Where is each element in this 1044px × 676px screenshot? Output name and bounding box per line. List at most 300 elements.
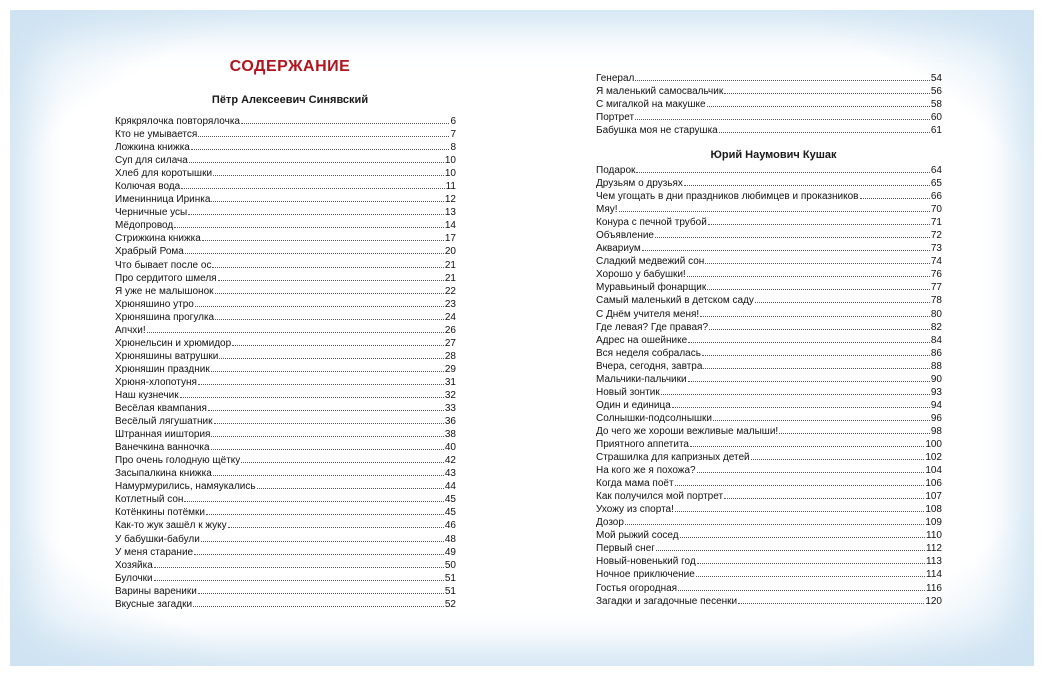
toc-entry-title: Чем угощать в дни праздников любимцев и проказников	[596, 191, 859, 203]
toc-entry-page: 36	[444, 416, 456, 428]
toc-entry	[596, 308, 942, 321]
book-spread	[10, 10, 1034, 666]
toc-entry-page: 109	[925, 517, 942, 529]
toc-entry	[115, 259, 456, 272]
toc-entry-page: 86	[930, 347, 942, 359]
dot-leader	[154, 559, 444, 568]
toc-entry-title: Весёлая квампания	[115, 403, 207, 415]
toc-entry-title: Подарок	[596, 165, 636, 176]
dot-leader	[188, 206, 444, 215]
dot-leader	[684, 177, 930, 186]
toc-entry	[115, 311, 456, 324]
dot-leader	[180, 389, 444, 398]
toc-entry	[596, 85, 942, 98]
toc-entry-page: 71	[930, 217, 942, 229]
dot-leader	[211, 193, 443, 202]
toc-entry-title: У меня старание	[115, 546, 194, 558]
dot-leader	[755, 294, 930, 303]
dot-leader	[198, 128, 449, 137]
toc-entry-page: 43	[444, 468, 456, 480]
toc-entry	[596, 242, 942, 255]
toc-entry	[115, 245, 456, 258]
toc-entry-page: 12	[444, 194, 456, 206]
toc-entry-page: 10	[444, 155, 456, 167]
toc-entry-page: 49	[444, 546, 456, 558]
toc-entry-title: Хрюняшин праздник	[115, 363, 210, 375]
dot-leader	[724, 490, 924, 499]
dot-leader	[212, 259, 443, 268]
dot-leader	[751, 451, 925, 460]
dot-leader	[241, 454, 444, 463]
toc-entry-page: 72	[930, 230, 942, 242]
toc-entry	[115, 324, 456, 337]
dot-leader	[215, 311, 444, 320]
toc-entry-page: 42	[444, 455, 456, 467]
toc-entry-page: 31	[444, 376, 456, 388]
toc-entry-page: 82	[930, 321, 942, 333]
toc-entry-page: 48	[444, 533, 456, 545]
dot-leader	[625, 516, 924, 525]
toc-entry-page: 66	[930, 191, 942, 203]
toc-entry	[115, 506, 456, 519]
toc-entry	[596, 281, 942, 294]
toc-entry-page: 32	[444, 389, 456, 401]
toc-entry-title: Друзьям о друзьях	[596, 178, 683, 190]
toc-entry	[115, 141, 456, 154]
toc-entry	[115, 441, 456, 454]
dot-leader	[713, 412, 930, 421]
toc-entry-page: 21	[444, 259, 456, 271]
dot-leader	[672, 399, 930, 408]
dot-leader	[697, 464, 925, 473]
dot-leader	[675, 503, 924, 512]
toc-entry-title: Черничные усы	[115, 207, 188, 219]
toc-entry-title: На кого же я похожа?	[596, 465, 696, 477]
toc-entry-title: Мёдопровод	[115, 220, 174, 232]
toc-entry-page: 120	[925, 595, 942, 607]
dot-leader	[709, 321, 930, 330]
toc-entry	[596, 464, 942, 477]
toc-entry	[115, 167, 456, 180]
toc-entry	[115, 376, 456, 389]
toc-entry-page: 108	[925, 504, 942, 516]
toc-entry-title: Хрюняшина прогулка	[115, 311, 215, 323]
toc-entry	[115, 585, 456, 598]
toc-entry-page: 64	[930, 165, 942, 176]
toc-entry-page: 38	[444, 429, 456, 441]
toc-entry-title: Хрюняшино утро	[115, 298, 194, 310]
toc-entry-title: Стрижкина книжка	[115, 233, 201, 245]
toc-entry	[115, 493, 456, 506]
toc-entry	[115, 154, 456, 167]
toc-entry-title: Муравьиный фонарщик	[596, 282, 707, 294]
toc-entry-title: Вкусные загадки	[115, 598, 193, 610]
toc-entry-title: Котёнкины потёмки	[115, 507, 206, 519]
toc-entry-page: 70	[930, 204, 942, 216]
toc-entry	[115, 219, 456, 232]
toc-entry	[596, 164, 942, 177]
dot-leader	[688, 373, 930, 382]
dot-leader	[198, 585, 444, 594]
dot-leader	[860, 190, 930, 199]
dot-leader	[680, 529, 925, 538]
toc-entry-title: Приятного аппетита	[596, 438, 689, 450]
toc-entry	[115, 193, 456, 206]
dot-leader	[719, 124, 930, 133]
toc-entry-page: 21	[444, 272, 456, 284]
toc-entry-title: С мигалкой на макушке	[596, 99, 706, 111]
toc-entry	[115, 454, 456, 467]
toc-entry-title: Конура с печной трубой	[596, 217, 707, 229]
toc-entry	[596, 124, 942, 137]
dot-leader	[214, 415, 444, 424]
toc-entry-title: Новый зонтик	[596, 386, 660, 398]
toc-entry-page: 76	[930, 269, 942, 281]
toc-entry-page: 56	[930, 86, 942, 98]
toc-list-left	[115, 115, 456, 611]
author-heading-kushak: Юрий Наумович Кушак	[710, 149, 837, 161]
toc-entry-page: 90	[930, 373, 942, 385]
dot-leader	[232, 337, 444, 346]
toc-entry-page: 28	[444, 350, 456, 362]
toc-entry-title: Страшилка для капризных детей	[596, 452, 750, 464]
toc-entry	[115, 546, 456, 559]
toc-entry-title: Кто не умывается	[115, 129, 198, 141]
dot-leader	[696, 568, 925, 577]
toc-entry	[115, 389, 456, 402]
toc-entry-page: 20	[444, 246, 456, 258]
toc-entry-title: Новый-новенький год	[596, 556, 696, 568]
toc-entry-title: Портрет	[596, 112, 635, 124]
toc-entry-page: 110	[926, 530, 942, 542]
toc-entry-page: 102	[925, 452, 942, 464]
toc-entry-page: 13	[444, 207, 456, 219]
toc-entry-title: Именинница Иринка	[115, 194, 211, 206]
toc-entry-title: Объявление	[596, 230, 654, 242]
toc-entry-page: 54	[930, 73, 942, 84]
toc-entry-title: Генерал	[596, 73, 635, 84]
toc-entry-title: Дозор	[596, 517, 624, 529]
dot-leader	[702, 347, 930, 356]
toc-entry-title: Колючая вода	[115, 181, 181, 193]
dot-leader	[707, 281, 930, 290]
author-heading-sinyavsky: Пётр Алексеевич Синявский	[211, 94, 369, 106]
toc-entry-title: Про сердитого шмеля	[115, 272, 217, 284]
toc-entry-page: 22	[444, 285, 456, 297]
dot-leader	[154, 572, 444, 581]
toc-entry	[596, 529, 942, 542]
toc-entry-page: 23	[444, 298, 456, 310]
toc-entry	[115, 337, 456, 350]
toc-entry-page: 114	[926, 569, 942, 581]
toc-entry-title: Булочки	[115, 572, 153, 584]
toc-entry	[115, 572, 456, 585]
dot-leader	[181, 180, 444, 189]
toc-entry	[596, 347, 942, 360]
toc-entry	[596, 203, 942, 216]
toc-entry-title: Хозяйка	[115, 559, 153, 571]
toc-entry-title: Наш кузнечик	[115, 389, 179, 401]
dot-leader	[218, 272, 444, 281]
toc-entry-title: Храбрый Рома	[115, 246, 184, 258]
toc-entry-title: С Днём учителя меня!	[596, 308, 700, 320]
toc-entry	[115, 519, 456, 532]
dot-leader	[635, 111, 930, 120]
toc-entry-page: 46	[444, 520, 456, 532]
toc-entry-title: Мяу!	[596, 204, 618, 216]
toc-entry-title: Варины вареники	[115, 585, 197, 597]
toc-entry	[115, 533, 456, 546]
dot-leader	[208, 402, 444, 411]
toc-entry-page: 78	[930, 295, 942, 307]
toc-entry-page: 96	[930, 412, 942, 424]
toc-entry-page: 80	[930, 308, 942, 320]
toc-entry-title: Аквариум	[596, 243, 641, 255]
toc-entry-page: 60	[930, 112, 942, 124]
toc-entry-title: Хрюнельсин и хрюмидор	[115, 337, 232, 349]
dot-leader	[690, 438, 924, 447]
toc-entry-title: Я уже не малышонок	[115, 285, 214, 297]
toc-entry-title: Один и единица	[596, 399, 671, 411]
toc-entry	[596, 490, 942, 503]
toc-entry-title: Где левая? Где правая?	[596, 321, 709, 333]
dot-leader	[655, 229, 930, 238]
toc-entry	[596, 321, 942, 334]
toc-entry-title: Загадки и загадочные песенки	[596, 595, 738, 607]
dot-leader	[642, 242, 930, 251]
toc-entry-title: Когда мама поёт	[596, 478, 674, 490]
toc-entry-page: 116	[926, 582, 942, 594]
toc-entry	[596, 555, 942, 568]
dot-leader	[184, 493, 443, 502]
toc-entry	[115, 128, 456, 141]
toc-entry-page: 7	[450, 129, 456, 141]
toc-entry-title: Вся неделя собралась	[596, 347, 701, 359]
dot-leader	[211, 363, 444, 372]
dot-leader	[215, 285, 444, 294]
toc-entry-title: Ночное приключение	[596, 569, 695, 581]
toc-entry-page: 52	[444, 598, 456, 610]
toc-entry-title: Котлетный сон	[115, 494, 184, 506]
dot-leader	[636, 164, 929, 173]
toc-entry-title: Я маленький самосвальчик	[596, 86, 724, 98]
toc-entry-title: Крякрялочка повторялочка	[115, 116, 240, 127]
toc-entry	[115, 559, 456, 572]
contents-title: СОДЕРЖАНИЕ	[229, 58, 351, 75]
dot-leader	[619, 203, 930, 212]
toc-entry-title: Как получился мой портрет	[596, 491, 724, 503]
toc-entry-page: 98	[930, 425, 942, 437]
dot-leader	[241, 115, 449, 124]
toc-entry	[596, 516, 942, 529]
toc-entry	[115, 115, 456, 128]
toc-entry-page: 88	[930, 360, 942, 372]
toc-entry-title: Ложкина книжка	[115, 142, 190, 154]
toc-entry	[115, 428, 456, 441]
toc-entry	[596, 190, 942, 203]
toc-entry-page: 29	[444, 363, 456, 375]
toc-entry-title: Хрюня-хлопотуня	[115, 376, 197, 388]
dot-leader	[202, 232, 444, 241]
toc-entry-title: Адрес на ошейнике	[596, 334, 688, 346]
toc-entry	[596, 425, 942, 438]
toc-entry	[115, 598, 456, 611]
dot-leader	[705, 255, 930, 264]
toc-entry	[596, 399, 942, 412]
toc-entry-title: Гостья огородная	[596, 582, 678, 594]
toc-entry-page: 61	[930, 125, 942, 137]
toc-entry-page: 8	[450, 142, 456, 154]
toc-entry	[596, 373, 942, 386]
toc-entry-title: Весёлый лягушатник	[115, 416, 213, 428]
toc-entry-page: 26	[444, 324, 456, 336]
dot-leader	[661, 386, 930, 395]
toc-entry-page: 65	[930, 178, 942, 190]
toc-entry-page: 33	[444, 403, 456, 415]
dot-leader	[675, 477, 925, 486]
toc-entry-page: 106	[925, 478, 942, 490]
dot-leader	[703, 360, 929, 369]
toc-entry	[596, 595, 942, 608]
toc-entry	[596, 216, 942, 229]
toc-entry-page: 77	[930, 282, 942, 294]
dot-leader	[656, 542, 925, 551]
toc-entry-page: 11	[445, 181, 456, 193]
toc-entry	[596, 111, 942, 124]
toc-entry-page: 27	[444, 337, 456, 349]
toc-entry	[115, 467, 456, 480]
dot-leader	[201, 533, 444, 542]
toc-entry-page: 6	[450, 116, 456, 127]
toc-list-right	[596, 164, 942, 608]
toc-entry-title: Солнышки-подсолнышки	[596, 412, 712, 424]
toc-entry-page: 51	[444, 585, 456, 597]
toc-entry	[115, 232, 456, 245]
toc-entry-title: Вчера, сегодня, завтра	[596, 360, 703, 372]
toc-entry-title: Ухожу из спорта!	[596, 504, 674, 516]
dot-leader	[147, 324, 444, 333]
dot-leader	[213, 467, 444, 476]
toc-entry	[596, 229, 942, 242]
toc-entry	[596, 360, 942, 373]
toc-entry	[596, 177, 942, 190]
dot-leader	[219, 350, 444, 359]
toc-entry-page: 17	[444, 233, 456, 245]
toc-entry-title: Мальчики-пальчики	[596, 373, 687, 385]
toc-entry-title: Про очень голодную щётку	[115, 455, 241, 467]
toc-entry	[115, 363, 456, 376]
toc-entry	[115, 285, 456, 298]
toc-entry-title: Самый маленький в детском саду	[596, 295, 754, 307]
toc-entry	[115, 350, 456, 363]
toc-entry	[115, 180, 456, 193]
toc-entry-page: 45	[444, 494, 456, 506]
toc-entry	[596, 98, 942, 111]
toc-entry	[596, 568, 942, 581]
toc-entry	[596, 268, 942, 281]
toc-entry-page: 84	[930, 334, 942, 346]
toc-entry-title: Бабушка моя не старушка	[596, 125, 718, 137]
dot-leader	[724, 85, 930, 94]
toc-entry-title: Первый снег	[596, 543, 655, 555]
toc-entry	[596, 582, 942, 595]
toc-entry-title: Мой рыжий сосед	[596, 530, 679, 542]
toc-entry-page: 44	[444, 481, 456, 493]
toc-entry-page: 94	[930, 399, 942, 411]
dot-leader	[257, 480, 444, 489]
dot-leader	[228, 519, 444, 528]
dot-leader	[213, 167, 444, 176]
toc-entry-page: 24	[444, 311, 456, 323]
toc-entry-title: Хорошо у бабушки!	[596, 269, 686, 281]
toc-entry	[596, 542, 942, 555]
toc-entry-title: Сладкий медвежий сон	[596, 256, 705, 268]
dot-leader	[189, 154, 444, 163]
toc-entry	[596, 255, 942, 268]
dot-leader	[707, 98, 930, 107]
toc-entry	[596, 72, 942, 85]
dot-leader	[678, 582, 925, 591]
dot-leader	[635, 72, 930, 81]
toc-entry-page: 104	[925, 465, 942, 477]
toc-entry	[596, 334, 942, 347]
toc-entry-page: 14	[444, 220, 456, 232]
toc-entry	[596, 438, 942, 451]
dot-leader	[174, 219, 444, 228]
toc-entry-page: 113	[926, 556, 942, 568]
toc-list-right-top	[596, 72, 942, 137]
toc-entry-title: Что бывает после ос	[115, 259, 212, 271]
dot-leader	[206, 506, 444, 515]
dot-leader	[688, 334, 930, 343]
dot-leader	[194, 546, 444, 555]
toc-entry-title: Хрюняшины ватрушки	[115, 350, 219, 362]
toc-entry	[596, 451, 942, 464]
toc-entry	[115, 415, 456, 428]
toc-entry-page: 50	[444, 559, 456, 571]
dot-leader	[687, 268, 930, 277]
toc-entry-page: 93	[930, 386, 942, 398]
toc-entry	[115, 402, 456, 415]
dot-leader	[738, 595, 924, 604]
dot-leader	[708, 216, 930, 225]
toc-entry	[115, 206, 456, 219]
toc-entry	[596, 477, 942, 490]
toc-entry-title: Как-то жук зашёл к жуку	[115, 520, 227, 532]
toc-entry	[115, 480, 456, 493]
toc-entry-page: 107	[925, 491, 942, 503]
toc-entry-page: 58	[930, 99, 942, 111]
dot-leader	[211, 441, 444, 450]
toc-entry-page: 100	[925, 438, 942, 450]
toc-entry	[596, 386, 942, 399]
toc-entry-title: У бабушки-бабули	[115, 533, 200, 545]
toc-entry	[115, 272, 456, 285]
toc-entry-title: Засыпалкина книжка	[115, 468, 212, 480]
toc-entry-title: Ванечкина ванночка	[115, 442, 210, 454]
dot-leader	[779, 425, 930, 434]
toc-entry-title: Хлеб для коротышки	[115, 168, 213, 180]
toc-entry-title: Суп для силача	[115, 155, 188, 167]
dot-leader	[697, 555, 925, 564]
dot-leader	[211, 428, 443, 437]
toc-entry-page: 10	[444, 168, 456, 180]
toc-entry	[596, 294, 942, 307]
dot-leader	[193, 598, 444, 607]
toc-entry-title: Штранная ииштория	[115, 429, 211, 441]
dot-leader	[185, 245, 444, 254]
toc-entry-page: 40	[444, 442, 456, 454]
